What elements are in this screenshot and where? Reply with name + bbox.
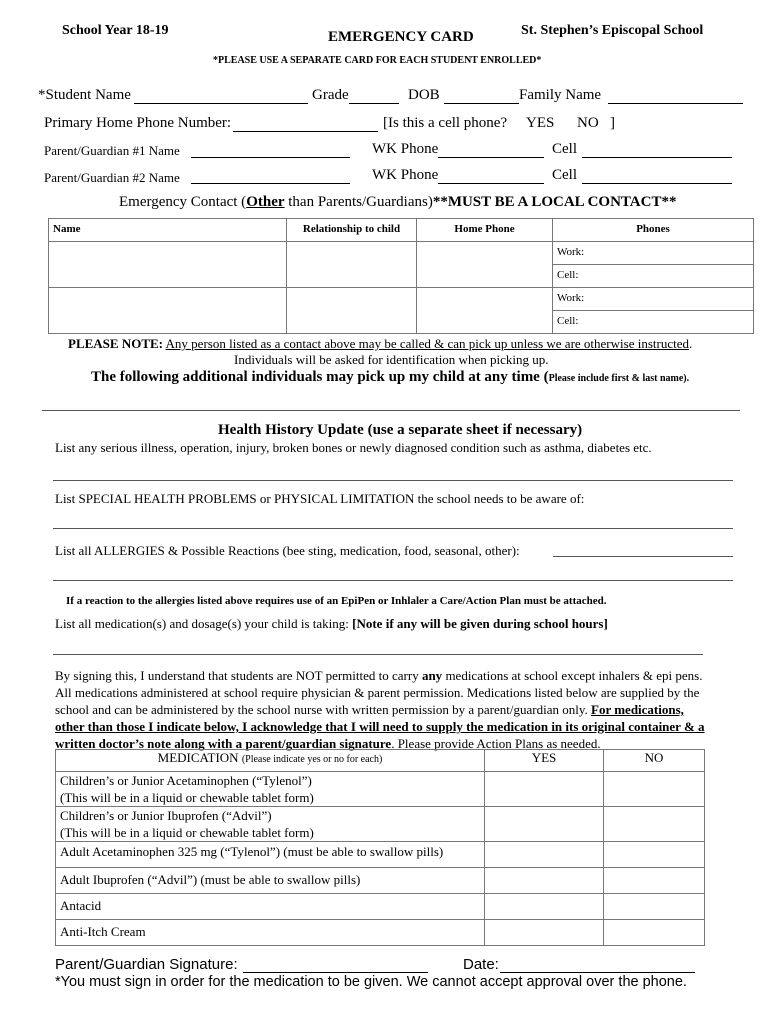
- student-name-field[interactable]: [134, 103, 308, 104]
- cell-question-close: ]: [610, 115, 615, 131]
- guardian1-name-field[interactable]: [191, 157, 350, 158]
- contact2-work-cell[interactable]: Work:: [553, 288, 754, 311]
- please-note: PLEASE NOTE: Any person listed as a contact above may be called & can pick up unless we are otherwise instructed.: [68, 336, 693, 351]
- form-title: EMERGENCY CARD: [328, 29, 474, 45]
- signature-notice: *You must sign in order for the medication to be given. We cannot accept approval over the phone.: [55, 974, 687, 990]
- contact2-relationship-cell[interactable]: [287, 288, 417, 334]
- grade-label: Grade: [312, 87, 349, 103]
- family-name-field[interactable]: [608, 103, 743, 104]
- yes-cell[interactable]: [485, 807, 604, 842]
- column-home-phone: Home Phone: [417, 219, 553, 242]
- family-name-label: Family Name: [519, 87, 602, 103]
- table-header-row: [49, 219, 754, 242]
- table-row: [49, 242, 754, 265]
- epipen-note: If a reaction to the allergies listed above requires use of an EpiPen or Inhlaler a Care/Action Plan must be attached.: [66, 595, 607, 607]
- special-problems-prompt: List SPECIAL HEALTH PROBLEMS or PHYSICAL LIMITATION the school needs to be aware of:: [55, 491, 585, 506]
- guardian1-cell-field[interactable]: [582, 157, 732, 158]
- contact1-relationship-cell[interactable]: [287, 242, 417, 288]
- medication-name: Children’s or Junior Ibuprofen (“Advil”) (This will be in a liquid or chewable tablet form): [56, 807, 485, 842]
- identification-note: Individuals will be asked for identification when picking up.: [234, 352, 549, 367]
- consent-line-5: written doctor’s note along with a parent/guardian signature. Please provide Action Plans as needed.: [55, 736, 601, 751]
- emergency-contact-table: [48, 218, 754, 334]
- contact1-work-cell[interactable]: Work:: [553, 242, 754, 265]
- table-header-row: [56, 750, 705, 772]
- contact1-cell-cell[interactable]: Cell:: [553, 265, 754, 288]
- no-cell[interactable]: [604, 868, 705, 894]
- guardian2-cell-label: Cell: [552, 167, 577, 183]
- medications-prompt: List all medication(s) and dosage(s) your child is taking: [Note if any will be given during school hours]: [55, 616, 608, 631]
- column-relationship: Relationship to child: [287, 219, 417, 242]
- no-cell[interactable]: [604, 772, 705, 807]
- illness-prompt: List any serious illness, operation, injury, broken bones or newly diagnosed condition such as asthma, diabetes etc.: [55, 440, 652, 455]
- guardian2-wk-label: WK Phone: [372, 167, 439, 183]
- no-cell[interactable]: [604, 894, 705, 920]
- consent-line-3: school and can be administered by the school nurse with written permission by a parent/guardian only. For medications,: [55, 702, 684, 717]
- consent-line-2: All medications administered at school require physician & parent permission. Medications listed below are supplied by the: [55, 685, 700, 700]
- medication-name: Anti-Itch Cream: [56, 920, 485, 946]
- guardian1-cell-label: Cell: [552, 141, 577, 157]
- medication-name: Antacid: [56, 894, 485, 920]
- table-row: [56, 842, 705, 868]
- guardian2-name-field[interactable]: [191, 183, 350, 184]
- column-phones: Phones: [553, 219, 754, 242]
- separate-card-note: *PLEASE USE A SEPARATE CARD FOR EACH STUDENT ENROLLED*: [213, 55, 542, 66]
- allergies-inline-field[interactable]: [553, 556, 733, 557]
- yes-cell[interactable]: [485, 868, 604, 894]
- medication-name: Adult Ibuprofen (“Advil”) (must be able to swallow pills): [56, 868, 485, 894]
- table-row: [56, 894, 705, 920]
- date-field[interactable]: [500, 972, 695, 973]
- home-phone-field[interactable]: [233, 131, 378, 132]
- no-cell[interactable]: [604, 842, 705, 868]
- consent-paragraph: [55, 667, 705, 752]
- table-row: [56, 868, 705, 894]
- guardian1-wk-field[interactable]: [438, 157, 544, 158]
- pickup-heading: The following additional individuals may pick up my child at any time (Please include first & last name).: [91, 369, 690, 385]
- contact1-name-cell[interactable]: [49, 242, 287, 288]
- yes-cell[interactable]: [485, 920, 604, 946]
- medication-name: Adult Acetaminophen 325 mg (“Tylenol”) (must be able to swallow pills): [56, 842, 485, 868]
- medication-table: [55, 749, 705, 946]
- date-label: Date:: [463, 956, 499, 973]
- medication-header: MEDICATION (Please indicate yes or no for each): [56, 750, 485, 772]
- health-heading: Health History Update (use a separate sheet if necessary): [218, 422, 583, 438]
- illness-field[interactable]: [53, 480, 733, 481]
- contact1-home-phone-cell[interactable]: [417, 242, 553, 288]
- yes-cell[interactable]: [485, 772, 604, 807]
- signature-field[interactable]: [243, 972, 428, 973]
- yes-header: YES: [485, 750, 604, 772]
- guardian2-wk-field[interactable]: [438, 183, 544, 184]
- dob-label: DOB: [408, 87, 440, 103]
- special-problems-field[interactable]: [53, 528, 733, 529]
- grade-field[interactable]: [349, 103, 399, 104]
- no-header: NO: [604, 750, 705, 772]
- medications-field[interactable]: [53, 654, 703, 655]
- allergies-field[interactable]: [53, 580, 733, 581]
- table-row: [49, 288, 754, 311]
- home-phone-label: Primary Home Phone Number:: [44, 115, 232, 131]
- table-row: [56, 920, 705, 946]
- guardian2-label: Parent/Guardian #2 Name: [44, 170, 180, 185]
- emergency-contact-heading: Emergency Contact (Other than Parents/Guardians)**MUST BE A LOCAL CONTACT**: [119, 194, 677, 210]
- table-row: [56, 772, 705, 807]
- contact2-name-cell[interactable]: [49, 288, 287, 334]
- signature-label: Parent/Guardian Signature:: [55, 956, 238, 973]
- column-name: Name: [49, 219, 287, 242]
- allergies-prompt: List all ALLERGIES & Possible Reactions (bee sting, medication, food, seasonal, other):: [55, 543, 520, 558]
- guardian1-label: Parent/Guardian #1 Name: [44, 143, 180, 158]
- guardian1-wk-label: WK Phone: [372, 141, 439, 157]
- medication-name: Children’s or Junior Acetaminophen (“Tylenol”) (This will be in a liquid or chewable tablet form): [56, 772, 485, 807]
- contact2-home-phone-cell[interactable]: [417, 288, 553, 334]
- school-year: School Year 18-19: [62, 23, 169, 38]
- dob-field[interactable]: [444, 103, 519, 104]
- no-cell[interactable]: [604, 920, 705, 946]
- consent-line-4: other than those I indicate below, I acknowledge that I will need to supply the medication in its original container & a: [55, 719, 705, 734]
- yes-cell[interactable]: [485, 894, 604, 920]
- cell-yes-option[interactable]: YES: [526, 115, 555, 131]
- school-name: St. Stephen’s Episcopal School: [521, 23, 704, 38]
- guardian2-cell-field[interactable]: [582, 183, 732, 184]
- yes-cell[interactable]: [485, 842, 604, 868]
- contact2-cell-cell[interactable]: Cell:: [553, 311, 754, 334]
- table-row: [56, 807, 705, 842]
- cell-no-option[interactable]: NO: [577, 115, 599, 131]
- consent-line-1: By signing this, I understand that students are NOT permitted to carry any medications at school except inhalers & epi pens.: [55, 668, 703, 683]
- no-cell[interactable]: [604, 807, 705, 842]
- student-name-label: *Student Name: [38, 87, 131, 103]
- pickup-line[interactable]: [42, 410, 740, 411]
- cell-question: [Is this a cell phone?: [383, 115, 508, 131]
